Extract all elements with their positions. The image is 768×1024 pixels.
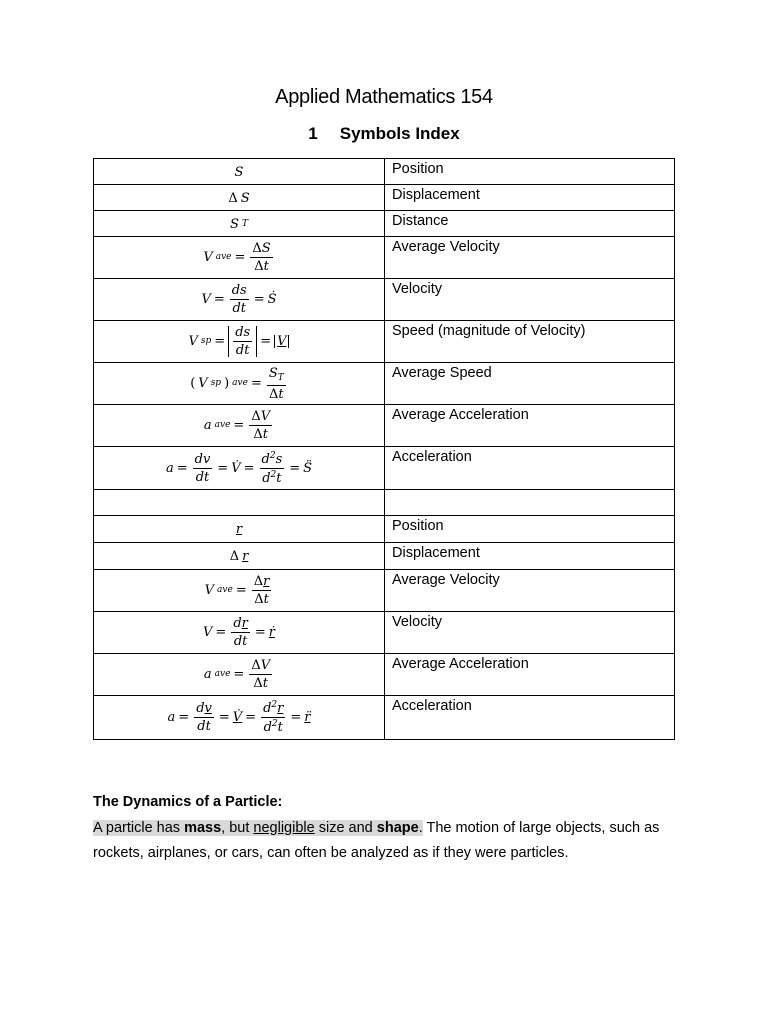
table-row [94,211,675,237]
symbols-table [93,158,675,740]
symbol-cell: V sp = $\frac{ds}{dt}$ = V [94,321,385,363]
description-cell: Average Velocity [385,237,675,279]
table-row [94,237,675,279]
table-row [94,612,675,654]
empty-table-row [94,490,675,516]
symbol-cell: V = $\frac{ds}{dt}$ = Ṡ [94,279,385,321]
table-row [94,543,675,570]
table-row [94,696,675,740]
description-cell: Acceleration [385,447,675,490]
description-cell: Velocity [385,279,675,321]
symbol-cell: a ave = $\frac{\Delta V}{\Delta t}$ [94,654,385,696]
bold-mass: mass [184,820,222,836]
document-title: Applied Mathematics 154 [275,86,493,108]
table-row [94,159,675,185]
symbol-cell: Δ r [94,543,385,570]
section-number: 1 [308,124,318,143]
table-row [94,321,675,363]
table-row [94,654,675,696]
description-cell: Acceleration [385,696,675,740]
bold-shape: shape [376,820,419,836]
table-row [94,405,675,447]
dynamics-heading: The Dynamics of a Particle: [93,794,283,810]
table-row [94,447,675,490]
symbol-cell: a = $\frac{dv}{dt}$ = V̇ = $\frac{d^2s}{d^2t}$ = S̈ [94,447,385,490]
description-cell: Displacement [385,543,675,570]
symbol-cell: a = $\frac{dv}{dt}$ = V̇ = $\frac{d^2r}{d^2t}$ = r̈ [94,696,385,740]
symbol-cell: a ave = $\frac{\Delta V}{\Delta t}$ [94,405,385,447]
underlined-negligible: negligible [253,820,315,836]
table-row [94,570,675,612]
symbol-cell: ( V sp ) ave = $\frac{S_T}{\Delta t}$ [94,363,385,405]
dynamics-paragraph: A particle has mass, but negligible size and shape. The motion of large objects, such as rockets, airplanes, or cars, can often be analyzed as if they were particles. [93,820,660,861]
description-cell: Average Speed [385,363,675,405]
symbol-cell: V = $\frac{dr}{dt}$ = ṙ [94,612,385,654]
highlighted-sentence: A particle has mass, but negligible size and shape. [93,820,423,836]
description-cell: Velocity [385,612,675,654]
description-cell: Average Velocity [385,570,675,612]
description-cell: Position [385,159,675,185]
symbol-cell: S T [94,211,385,237]
description-cell: Average Acceleration [385,654,675,696]
table-row [94,279,675,321]
symbol-cell: V ave = $\frac{\Delta S}{\Delta t}$ [94,237,385,279]
table-row [94,185,675,211]
symbol-cell: V ave = $\frac{\Delta r}{\Delta t}$ [94,570,385,612]
symbol-cell: Δ S [94,185,385,211]
table-row [94,516,675,543]
description-cell: Distance [385,211,675,237]
section-title: Symbols Index [339,124,460,143]
description-cell: Speed (magnitude of Velocity) [385,321,675,363]
section-heading [0,124,768,144]
symbol-cell: S [94,159,385,185]
description-cell: Position [385,516,675,543]
symbol-cell: r [94,516,385,543]
description-cell: Displacement [385,185,675,211]
description-cell: Average Acceleration [385,405,675,447]
table-row [94,363,675,405]
